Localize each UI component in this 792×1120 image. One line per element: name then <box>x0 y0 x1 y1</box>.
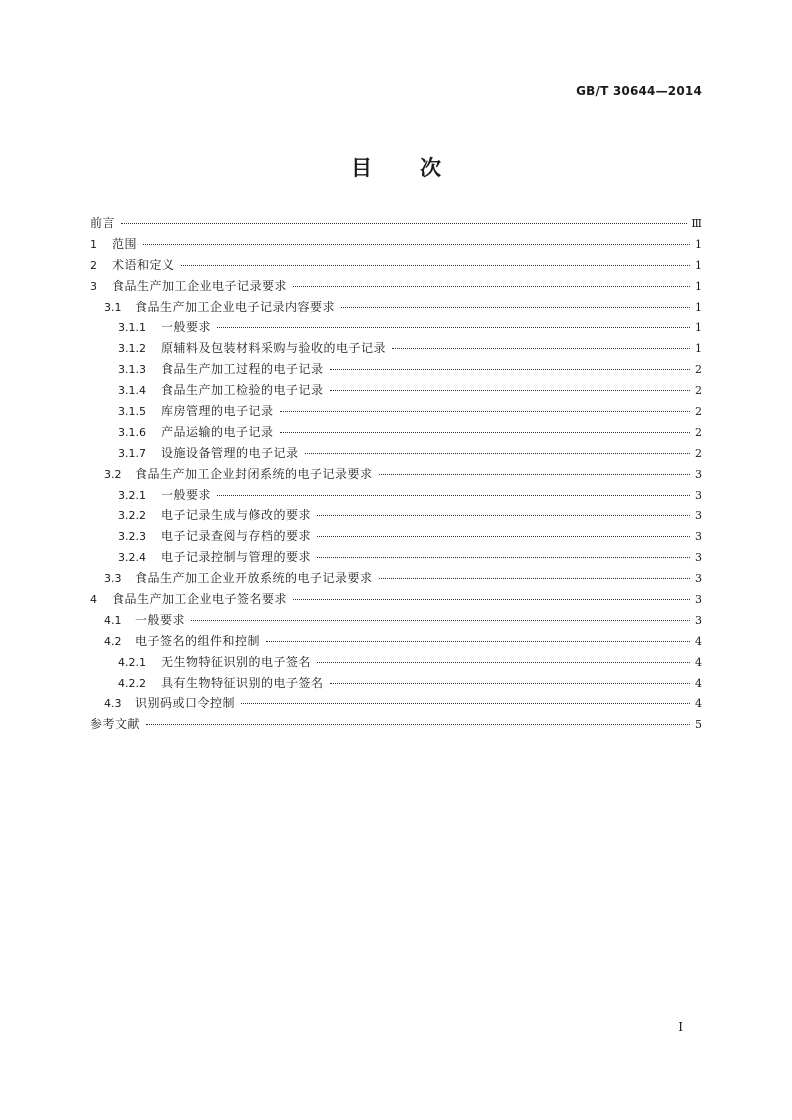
toc-entry-page: 4 <box>695 634 702 648</box>
toc-entry-page: 2 <box>695 425 702 439</box>
toc-entry[interactable] <box>90 653 702 674</box>
toc-entry[interactable] <box>90 548 702 569</box>
dot-leader <box>330 369 690 370</box>
toc-entry-title: 一般要求 <box>161 320 212 335</box>
toc-entry[interactable] <box>90 465 702 486</box>
toc-entry[interactable] <box>90 339 702 360</box>
dot-leader <box>341 307 690 308</box>
toc-entry-page: 3 <box>695 509 702 523</box>
toc-entry[interactable] <box>90 444 702 465</box>
toc-entry[interactable] <box>90 298 702 319</box>
toc-entry-number: 3.1.4 <box>118 384 146 398</box>
dot-leader <box>280 411 690 412</box>
toc-entry-title: 食品生产加工企业开放系统的电子记录要求 <box>135 571 373 586</box>
toc-entry-title: 电子记录控制与管理的要求 <box>161 550 312 565</box>
toc-entry-title: 设施设备管理的电子记录 <box>161 445 299 460</box>
toc-entry-number: 3 <box>90 279 97 293</box>
toc-entry-number: 3.1.5 <box>118 405 146 419</box>
dot-leader <box>293 286 690 287</box>
toc-entry[interactable] <box>90 632 702 653</box>
dot-leader <box>181 265 690 266</box>
toc-entry-title: 范围 <box>112 236 138 251</box>
toc-entry[interactable] <box>90 486 702 507</box>
toc-entry-number: 3.2.4 <box>118 551 146 565</box>
toc-entry[interactable] <box>90 694 702 715</box>
toc-entry[interactable] <box>90 277 702 298</box>
toc-entry-number: 3.2.1 <box>118 488 146 502</box>
toc-title: 目次 <box>351 155 489 180</box>
toc-entry-title: 产品运输的电子记录 <box>161 424 274 439</box>
toc-entry-page: 4 <box>695 655 702 669</box>
toc-entry-page: 5 <box>695 718 702 732</box>
toc-entry-number: 4.1 <box>104 613 122 627</box>
toc-entry-number: 4 <box>90 593 97 607</box>
toc-entry-page: 2 <box>695 363 702 377</box>
dot-leader <box>293 599 690 600</box>
toc-entry-page: Ⅲ <box>691 217 702 230</box>
toc-entry-page: 4 <box>695 676 702 690</box>
dot-leader <box>317 557 690 558</box>
page-number: I <box>678 1020 683 1034</box>
dot-leader <box>317 515 690 516</box>
toc-entry-title: 识别码或口令控制 <box>135 696 236 711</box>
toc-entry-page: 2 <box>695 405 702 419</box>
toc-entry-page: 1 <box>695 237 702 251</box>
toc-entry[interactable] <box>90 715 702 736</box>
toc-entry-number: 3.1.3 <box>118 363 146 377</box>
toc-entry[interactable] <box>90 402 702 423</box>
dot-leader <box>266 641 690 642</box>
toc-entry-page: 3 <box>695 530 702 544</box>
dot-leader <box>330 683 690 684</box>
standard-code: GB/T 30644—2014 <box>576 84 702 98</box>
toc-entry-title: 前言 <box>90 216 116 230</box>
toc-entry-page: 1 <box>695 300 702 314</box>
toc-entry[interactable] <box>90 360 702 381</box>
toc-entry-title: 原辅料及包装材料采购与验收的电子记录 <box>161 341 387 356</box>
toc-entry[interactable] <box>90 423 702 444</box>
toc-entry-page: 3 <box>695 572 702 586</box>
toc-entry[interactable] <box>90 590 702 611</box>
toc-entry-title: 无生物特征识别的电子签名 <box>161 654 312 669</box>
toc-entry-title: 参考文献 <box>90 717 141 732</box>
toc-entry-number: 4.2.1 <box>118 655 146 669</box>
toc-entry-title: 一般要求 <box>161 487 212 502</box>
toc-entry[interactable] <box>90 256 702 277</box>
toc-entry-title: 术语和定义 <box>112 257 175 272</box>
toc-entry-number: 4.2.2 <box>118 676 146 690</box>
toc-entry-number: 3.2.2 <box>118 509 146 523</box>
dot-leader <box>317 662 690 663</box>
toc-entry-number: 4.2 <box>104 634 122 648</box>
toc-entry-number: 3.1.1 <box>118 321 146 335</box>
toc-entry-page: 1 <box>695 258 702 272</box>
toc-entry-title: 食品生产加工企业电子记录要求 <box>112 278 288 293</box>
dot-leader <box>330 390 690 391</box>
dot-leader <box>143 244 690 245</box>
toc-entry[interactable] <box>90 674 702 695</box>
toc-entry-page: 1 <box>695 279 702 293</box>
dot-leader <box>317 536 690 537</box>
toc-entry[interactable] <box>90 381 702 402</box>
toc-entry-title: 食品生产加工检验的电子记录 <box>161 383 324 398</box>
toc-entry[interactable] <box>90 318 702 339</box>
toc-entry-title: 食品生产加工企业电子签名要求 <box>112 592 288 607</box>
toc-entry[interactable] <box>90 214 702 235</box>
toc-entry[interactable] <box>90 235 702 256</box>
toc-entry-number: 3.1.7 <box>118 446 146 460</box>
toc-entry-page: 2 <box>695 384 702 398</box>
toc-entry-number: 3.3 <box>104 572 122 586</box>
dot-leader <box>241 703 690 704</box>
toc-entry-page: 1 <box>695 321 702 335</box>
toc-entry[interactable] <box>90 506 702 527</box>
dot-leader <box>217 327 690 328</box>
toc-entry-page: 1 <box>695 342 702 356</box>
toc-entry-page: 4 <box>695 697 702 711</box>
toc-entry-title: 库房管理的电子记录 <box>161 404 274 419</box>
dot-leader <box>392 348 690 349</box>
toc-entry[interactable] <box>90 569 702 590</box>
toc-entry[interactable] <box>90 527 702 548</box>
toc-entry-title: 食品生产加工过程的电子记录 <box>161 362 324 377</box>
dot-leader <box>146 724 690 725</box>
toc-entry-number: 1 <box>90 237 97 251</box>
dot-leader <box>217 495 690 496</box>
toc-entry-number: 3.2 <box>104 467 122 481</box>
toc-entry-number: 3.2.3 <box>118 530 146 544</box>
dot-leader <box>379 474 690 475</box>
toc-entry-title: 电子签名的组件和控制 <box>135 633 261 648</box>
toc-entry-page: 3 <box>695 488 702 502</box>
toc-entry-page: 3 <box>695 551 702 565</box>
toc-entry-number: 3.1.2 <box>118 342 146 356</box>
toc-entry[interactable] <box>90 611 702 632</box>
toc-entry-number: 3.1 <box>104 300 122 314</box>
dot-leader <box>191 620 690 621</box>
dot-leader <box>305 453 690 454</box>
dot-leader <box>379 578 690 579</box>
toc-entry-title: 食品生产加工企业封闭系统的电子记录要求 <box>135 466 373 481</box>
toc-entry-page: 3 <box>695 613 702 627</box>
table-of-contents <box>90 214 702 736</box>
toc-entry-title: 一般要求 <box>135 612 186 627</box>
toc-entry-page: 3 <box>695 467 702 481</box>
toc-entry-number: 2 <box>90 258 97 272</box>
toc-entry-title: 具有生物特征识别的电子签名 <box>161 675 324 690</box>
toc-entry-title: 电子记录生成与修改的要求 <box>161 508 312 523</box>
toc-entry-page: 3 <box>695 593 702 607</box>
toc-entry-title: 电子记录查阅与存档的要求 <box>161 529 312 544</box>
dot-leader <box>280 432 690 433</box>
toc-entry-page: 2 <box>695 446 702 460</box>
dot-leader <box>121 223 687 224</box>
toc-entry-number: 4.3 <box>104 697 122 711</box>
toc-entry-title: 食品生产加工企业电子记录内容要求 <box>135 299 336 314</box>
toc-entry-number: 3.1.6 <box>118 425 146 439</box>
